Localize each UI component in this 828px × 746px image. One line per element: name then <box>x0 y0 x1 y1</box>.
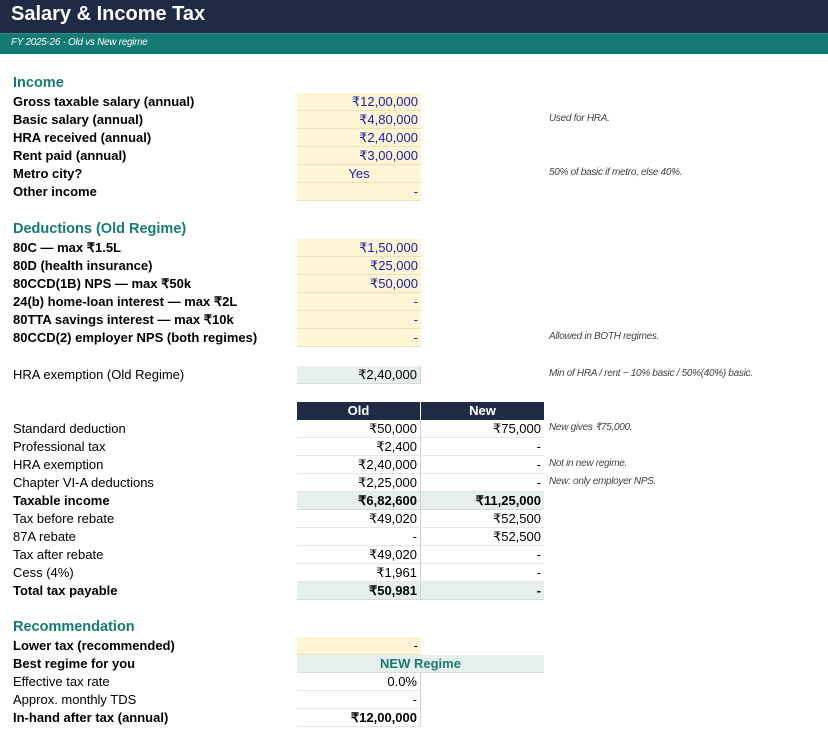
recommendation-row <box>0 673 828 691</box>
subtitle-bar <box>0 33 828 54</box>
old-value[interactable]: ₹2,400 <box>297 438 421 456</box>
income-row <box>0 93 828 111</box>
basic-salary-input[interactable]: ₹4,80,000 <box>297 111 421 129</box>
deduction-row <box>0 329 828 347</box>
old-value[interactable]: ₹6,82,600 <box>297 492 421 510</box>
row-label: Standard deduction <box>13 421 126 436</box>
deduction-row <box>0 275 828 293</box>
recommendation-heading: Recommendation <box>13 619 135 635</box>
row-label: HRA exemption (Old Regime) <box>13 367 185 382</box>
recommendation-row <box>0 691 828 709</box>
row-label: 80C — max ₹1.5L <box>13 240 121 255</box>
page-subtitle: FY 2025-26 · Old vs New regime <box>11 37 148 48</box>
new-value[interactable]: ₹52,500 <box>421 528 544 546</box>
old-value[interactable]: - <box>297 528 421 546</box>
comparison-row <box>0 546 828 564</box>
new-value[interactable]: - <box>421 564 544 582</box>
comparison-row <box>0 474 828 492</box>
best-regime-value[interactable]: NEW Regime <box>297 655 544 673</box>
new-value[interactable]: ₹11,25,000 <box>421 492 544 510</box>
old-value[interactable]: ₹49,020 <box>297 510 421 528</box>
row-note: Min of HRA / rent − 10% basic / 50%(40%) basic. <box>549 368 753 379</box>
effective-rate-value[interactable]: 0.0% <box>297 673 421 691</box>
row-label: 87A rebate <box>13 529 76 544</box>
row-label: HRA received (annual) <box>13 130 152 145</box>
new-value[interactable]: ₹75,000 <box>421 420 544 438</box>
recommendation-row <box>0 709 828 727</box>
income-row <box>0 147 828 165</box>
old-value[interactable]: ₹2,25,000 <box>297 474 421 492</box>
recommendation-row <box>0 655 828 673</box>
deduction-80ccd1b-input[interactable]: ₹50,000 <box>297 275 421 293</box>
rent-paid-input[interactable]: ₹3,00,000 <box>297 147 421 165</box>
deductions-heading: Deductions (Old Regime) <box>13 221 187 237</box>
comparison-row-total-tax <box>0 582 828 600</box>
income-heading: Income <box>13 75 64 91</box>
row-note: Used for HRA. <box>549 113 610 124</box>
old-value[interactable]: ₹50,981 <box>297 582 421 600</box>
old-value[interactable]: ₹1,961 <box>297 564 421 582</box>
comparison-row <box>0 456 828 474</box>
metro-city-select[interactable]: Yes <box>297 165 421 183</box>
new-value[interactable]: - <box>421 546 544 564</box>
recommendation-row <box>0 637 828 655</box>
income-row <box>0 129 828 147</box>
row-label: Other income <box>13 184 97 199</box>
old-value[interactable]: ₹2,40,000 <box>297 456 421 474</box>
income-row <box>0 183 828 201</box>
income-row <box>0 111 828 129</box>
row-label: Best regime for you <box>13 656 136 671</box>
column-header-old: Old <box>297 402 421 420</box>
page-title: Salary & Income Tax <box>11 3 206 25</box>
new-value[interactable]: ₹52,500 <box>421 510 544 528</box>
comparison-row <box>0 510 828 528</box>
column-header-new: New <box>421 402 544 420</box>
old-value[interactable]: ₹49,020 <box>297 546 421 564</box>
row-label: Rent paid (annual) <box>13 148 127 163</box>
gross-salary-input[interactable]: ₹12,00,000 <box>297 93 421 111</box>
row-label: Lower tax (recommended) <box>13 638 175 653</box>
row-note: New gives ₹75,000. <box>549 422 633 433</box>
new-value[interactable]: - <box>421 474 544 492</box>
deduction-24b-input[interactable]: - <box>297 293 421 311</box>
row-label: Tax after rebate <box>13 547 104 562</box>
row-label: Chapter VI-A deductions <box>13 475 154 490</box>
deduction-80ccd2-input[interactable]: - <box>297 329 421 347</box>
new-value[interactable]: - <box>421 582 544 600</box>
row-note: Allowed in BOTH regimes. <box>549 331 660 342</box>
hra-exemption-row <box>0 366 828 384</box>
deduction-row <box>0 293 828 311</box>
comparison-row <box>0 438 828 456</box>
hra-exemption-value[interactable]: ₹2,40,000 <box>297 366 421 384</box>
comparison-row <box>0 420 828 438</box>
row-label: 80CCD(1B) NPS — max ₹50k <box>13 276 192 291</box>
deduction-row <box>0 257 828 275</box>
deduction-80c-input[interactable]: ₹1,50,000 <box>297 239 421 257</box>
income-row <box>0 165 828 183</box>
row-label: Cess (4%) <box>13 565 74 580</box>
title-bar <box>0 0 828 33</box>
hra-received-input[interactable]: ₹2,40,000 <box>297 129 421 147</box>
row-label: 80D (health insurance) <box>13 258 153 273</box>
deduction-row <box>0 239 828 257</box>
new-value[interactable]: - <box>421 438 544 456</box>
lower-tax-value[interactable]: - <box>297 637 421 655</box>
row-label: Tax before rebate <box>13 511 115 526</box>
deduction-row <box>0 311 828 329</box>
row-label: 80CCD(2) employer NPS (both regimes) <box>13 330 258 345</box>
new-value[interactable]: - <box>421 456 544 474</box>
in-hand-value[interactable]: ₹12,00,000 <box>297 709 421 727</box>
row-label: Approx. monthly TDS <box>13 692 137 707</box>
row-label: Effective tax rate <box>13 674 110 689</box>
old-value[interactable]: ₹50,000 <box>297 420 421 438</box>
row-note: Not in new regime. <box>549 458 627 469</box>
row-label: Gross taxable salary (annual) <box>13 94 195 109</box>
row-label: HRA exemption <box>13 457 104 472</box>
row-label: In-hand after tax (annual) <box>13 710 169 725</box>
deduction-80d-input[interactable]: ₹25,000 <box>297 257 421 275</box>
row-label: Metro city? <box>13 166 83 181</box>
comparison-row <box>0 528 828 546</box>
monthly-tds-value[interactable]: - <box>297 691 421 709</box>
row-label: Taxable income <box>13 493 110 508</box>
deduction-80tta-input[interactable]: - <box>297 311 421 329</box>
row-label: 24(b) home-loan interest — max ₹2L <box>13 294 238 309</box>
row-label: Total tax payable <box>13 583 118 598</box>
comparison-row-taxable-income <box>0 492 828 510</box>
row-label: 80TTA savings interest — max ₹10k <box>13 312 234 327</box>
other-income-input[interactable]: - <box>297 183 421 201</box>
row-label: Professional tax <box>13 439 106 454</box>
row-label: Basic salary (annual) <box>13 112 144 127</box>
comparison-row <box>0 564 828 582</box>
row-note: 50% of basic if metro, else 40%. <box>549 167 683 178</box>
row-note: New: only employer NPS. <box>549 476 657 487</box>
